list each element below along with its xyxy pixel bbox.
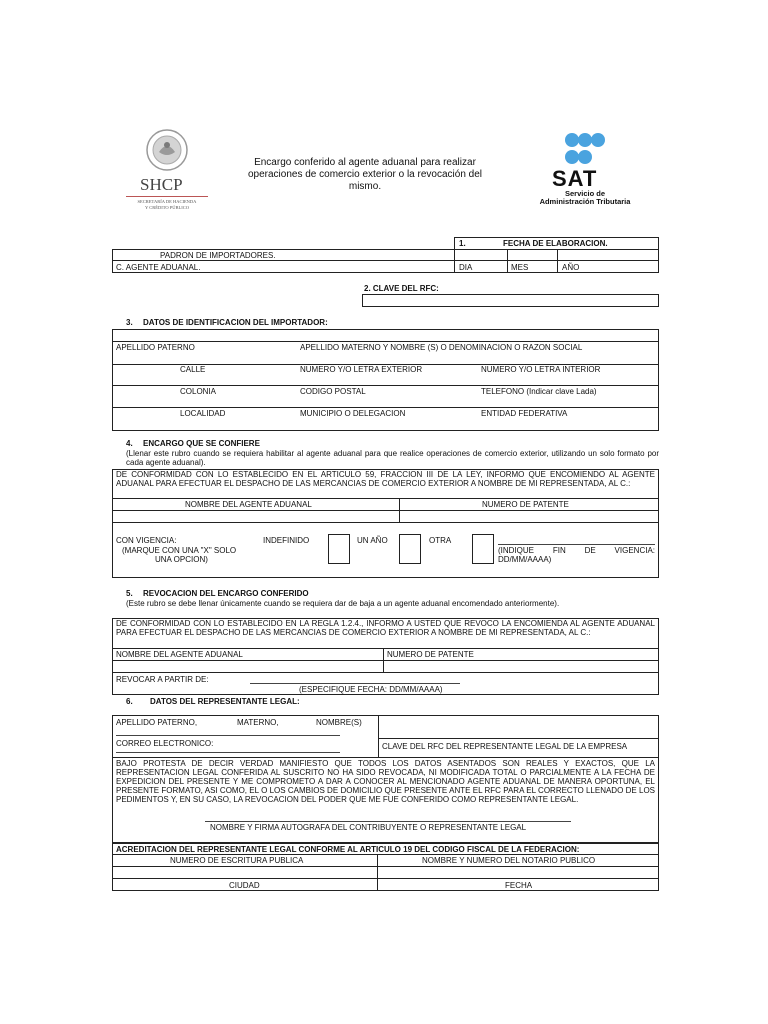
sec6-num: 6. [126,697,133,706]
shcp-subtitle-2: Y CRÉDITO PÚBLICO [144,205,189,210]
form-title [220,157,510,193]
marque-label-2: UNA OPCION) [155,555,208,564]
num-int-label: NUMERO Y/O LETRA INTERIOR [481,365,601,374]
calle-label: CALLE [180,365,206,374]
rev-nombre-agente-label: NOMBRE DEL AGENTE ADUANAL [116,650,243,659]
sat-subtitle-2: Administración Tributaria [539,197,631,206]
entidad-label: ENTIDAD FEDERATIVA [481,409,568,418]
vigencia-fecha-line[interactable] [498,544,655,545]
especifique-label: (ESPECIFIQUE FECHA: DD/MM/AAAA) [299,685,443,694]
rep-nombres-label: NOMBRE(S) [316,718,362,727]
clave-rfc-field[interactable] [362,294,659,307]
sec4-paragraph: DE CONFORMIDAD CON LO ESTABLECIDO EN EL ARTICULO 59, FRACCION III DE LA LEY, INFORMO QUE ENCOMIENDO AL AGENTE ADUANAL PARA EFECTUAR EL DESPACHO DE LAS MERCANCIAS DE COMERCIO EXTERIOR A NOMBRE DE MI REPRESENTADA, AL C.: [116,470,655,488]
protesta-paragraph: BAJO PROTESTA DE DECIR VERDAD MANIFIESTO QUE TODOS LOS DATOS ASENTADOS SON REALES Y EXACTOS, QUE LA REPRESENTACION LEGAL CONFERIDA AL SUSCRITO NO HA SIDO REVOCADA, NI MODIFICADA TOTAL O PARCIALMENTE A LA FECHA DE EXPEDICION DEL PRESENTE Y ME COMPROMETO A DAR A CONOCER AL MENCIONADO AGENTE ADUANAL DE MANERA OPORTUNA, EL PRESENTE FORMATO, ASI COMO, EL O LOS CAMBIOS DE DOMICILIO QUE PRESENTE ANTE EL RFC PARA EL CORRECTO LLENADO DE LOS PEDIMENTOS Y, EN SU CASO, LA REVOCACION DEL PODER QUE ME FUE CONFERIDO COMO REPRESENTANTE LEGAL. [116,759,655,804]
vigencia-label: CON VIGENCIA: [116,536,177,545]
apellido-materno-label: APELLIDO MATERNO Y NOMBRE (S) O DENOMINACION O RAZON SOCIAL [300,343,583,352]
sec6-title: DATOS DEL REPRESENTANTE LEGAL: [150,697,300,706]
telefono-label: TELEFONO (Indicar clave Lada) [481,387,597,396]
shcp-logo [122,128,212,214]
rep-apellido-label: APELLIDO PATERNO, [116,718,198,727]
shcp-subtitle-1: SECRETARÍA DE HACIENDA [137,199,197,204]
eagle-seal-icon [144,128,190,172]
marque-label-1: (MARQUE CON UNA "X" SOLO [122,546,237,555]
shcp-name: SHCP [140,175,183,194]
sat-dots-icon [564,132,606,168]
title-line-2: operaciones de comercio exterior o la revocación del [247,169,482,180]
clave-rfc-label: 2. CLAVE DEL RFC: [364,284,439,293]
numero-patente-label: NUMERO DE PATENTE [482,500,569,509]
sat-name: SAT [552,166,598,191]
fecha-num: 1. [459,239,466,248]
fecha-label: FECHA [505,881,533,890]
ciudad-label: CIUDAD [229,881,260,890]
mes-label: MES [511,263,529,272]
apellido-paterno-label: APELLIDO PATERNO [116,343,195,352]
notario-label: NOMBRE Y NUMERO DEL NOTARIO PUBLICO [422,856,596,865]
colonia-label: COLONIA [180,387,217,396]
dia-label: DIA [459,263,473,272]
sat-logo [530,132,640,212]
rep-correo-label: CORREO ELECTRONICO: [116,739,214,748]
rep-correo-line[interactable] [116,752,340,753]
revocar-label: REVOCAR A PARTIR DE: [116,675,209,684]
indique-label: (INDIQUE FIN DE VIGENCIA: DD/MM/AAAA) [498,546,655,564]
sec5-num: 5. [126,589,133,598]
sec4-note: (Llenar este rubro cuando se requiera habilitar al agente aduanal para que realice operaciones de comercio exterior, utilizando un solo formato por cada agente aduanal). [126,449,659,467]
title-line-3: mismo. [348,181,382,192]
sec3-title: DATOS DE IDENTIFICACION DEL IMPORTADOR: [143,318,328,327]
otra-label: OTRA [429,536,452,545]
municipio-label: MUNICIPIO O DELEGACION [300,409,406,418]
agente-label: C. AGENTE ADUANAL. [116,263,201,272]
otra-checkbox[interactable] [472,534,494,564]
firma-line[interactable] [205,821,571,822]
rep-nombre-line[interactable] [116,735,340,736]
sec5-title: REVOCACION DEL ENCARGO CONFERIDO [143,589,309,598]
num-ext-label: NUMERO Y/O LETRA EXTERIOR [300,365,423,374]
padron-label: PADRON DE IMPORTADORES. [160,251,276,260]
escritura-label: NUMERO DE ESCRITURA PUBLICA [170,856,304,865]
sat-subtitle-1: Servicio de [564,189,606,198]
revocar-fecha-line[interactable] [250,683,460,684]
rep-materno-label: MATERNO, [237,718,279,727]
cp-label: CODIGO POSTAL [300,387,366,396]
nombre-agente-label: NOMBRE DEL AGENTE ADUANAL [185,500,312,509]
sec3-num: 3. [126,318,133,327]
sec4-title: ENCARGO QUE SE CONFIERE [143,439,260,448]
rep-clave-rfc-label: CLAVE DEL RFC DEL REPRESENTANTE LEGAL DE LA EMPRESA [382,742,628,751]
anio-label: AÑO [562,263,580,272]
localidad-label: LOCALIDAD [180,409,226,418]
title-line-1: Encargo conferido al agente aduanal para realizar [254,157,476,168]
sec4-num: 4. [126,439,133,448]
firma-label: NOMBRE Y FIRMA AUTOGRAFA DEL CONTRIBUYENTE O REPRESENTANTE LEGAL [210,823,527,832]
fecha-elaboracion-label: FECHA DE ELABORACION. [503,239,608,248]
sec5-note: (Este rubro se debe llenar únicamente cuando se requiera dar de baja a un agente aduanal encomendado anteriormente). [126,599,560,608]
acreditacion-label: ACREDITACION DEL REPRESENTANTE LEGAL CONFORME AL ARTICULO 19 DEL CODIGO FISCAL DE LA FEDERACION: [116,845,580,854]
un-anio-label: UN AÑO [357,536,388,545]
rev-numero-patente-label: NUMERO DE PATENTE [387,650,474,659]
indefinido-label: INDEFINIDO [263,536,310,545]
un-anio-checkbox[interactable] [399,534,421,564]
sec5-paragraph: DE CONFORMIDAD CON LO ESTABLECIDO EN LA REGLA 1.2.4., INFORMO A USTED QUE REVOCO LA ENCOMIENDA AL AGENTE ADUANAL PARA EFECTUAR EL DESPACHO DE LAS MERCANCIAS DE COMERCIO EXTERIOR A NOMBRE DE MI REPRESENTADA, AL C.: [116,619,655,637]
indefinido-checkbox[interactable] [328,534,350,564]
